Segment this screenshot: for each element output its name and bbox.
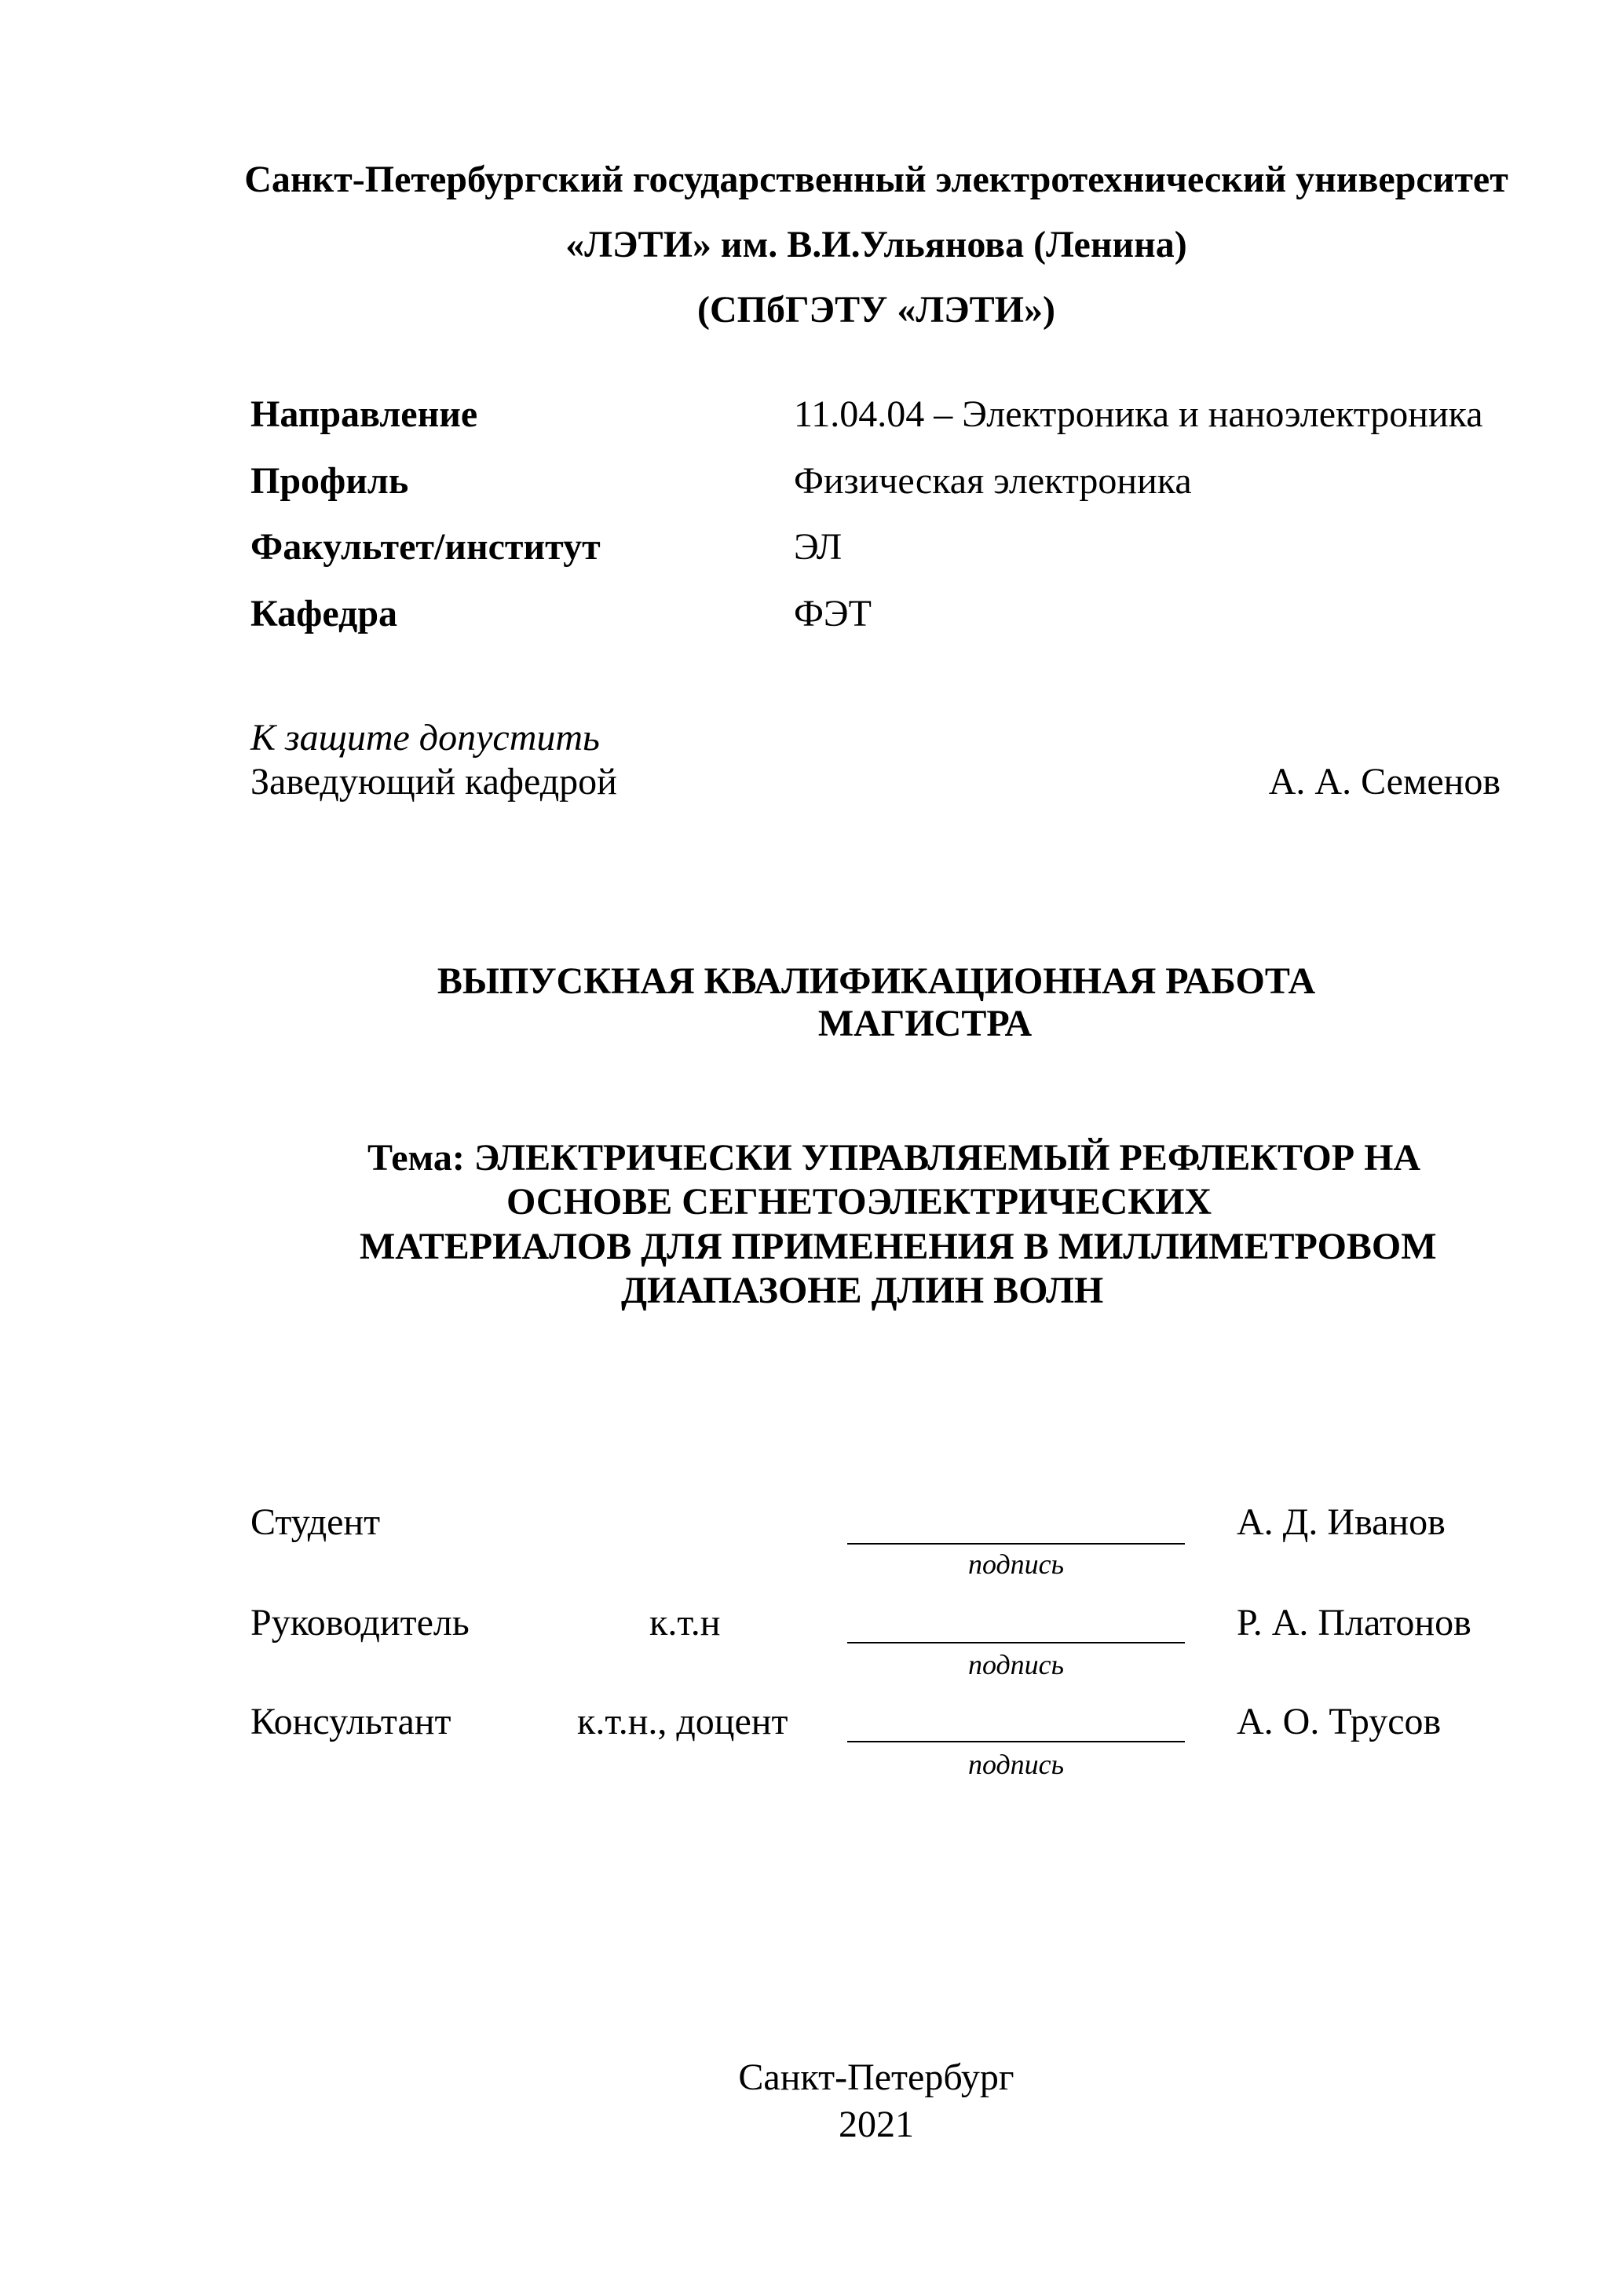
signature-caption: подпись [967,1548,1065,1580]
signature-name-student: А. Д. Иванов [1237,1501,1446,1543]
info-value-profile: Физическая электроника [794,460,1192,502]
university-abbreviation: (СПбГЭТУ «ЛЭТИ») [697,289,1055,331]
work-type-line1: ВЫПУСКНАЯ КВАЛИФИКАЦИОННАЯ РАБОТА [437,960,1316,1002]
topic-line3: МАТЕРИАЛОВ ДЛЯ ПРИМЕНЕНИЯ В МИЛЛИМЕТРОВОМ [360,1226,1437,1267]
signature-name-consultant: А. О. Трусов [1237,1701,1442,1742]
topic-line2: ОСНОВЕ СЕГНЕТОЭЛЕКТРИЧЕСКИХ [506,1181,1212,1223]
info-value-department: ФЭТ [794,593,872,634]
signature-name-supervisor: Р. А. Платонов [1237,1602,1471,1643]
approval-note: К защите допустить [250,717,600,759]
signature-caption: подпись [967,1649,1065,1680]
university-name: Санкт-Петербургский государственный электротехнический университет [244,159,1508,200]
info-label-direction: Направление [250,393,478,435]
footer-year: 2021 [839,2104,914,2145]
signature-degree-supervisor: к.т.н [649,1602,721,1643]
info-value-direction: 11.04.04 – Электроника и наноэлектроника [794,393,1483,435]
signature-line [847,1543,1185,1545]
university-name-line2: «ЛЭТИ» им. В.И.Ульянова (Ленина) [565,224,1187,265]
footer-city: Санкт-Петербург [738,2057,1014,2098]
signature-caption: подпись [967,1749,1065,1780]
topic-line4: ДИАПАЗОНЕ ДЛИН ВОЛН [621,1270,1104,1311]
approval-role: Заведующий кафедрой [250,761,617,803]
signature-role-student: Студент [250,1501,381,1543]
info-label-profile: Профиль [250,460,409,502]
signature-line [847,1642,1185,1643]
signature-degree-consultant: к.т.н., доцент [577,1701,788,1742]
info-label-faculty: Факультет/институт [250,526,601,568]
signature-role-supervisor: Руководитель [250,1602,470,1643]
work-type-line2: МАГИСТРА [817,1003,1033,1044]
signature-line [847,1741,1185,1742]
info-value-faculty: ЭЛ [794,526,843,568]
topic-line1: Тема: ЭЛЕКТРИЧЕСКИ УПРАВЛЯЕМЫЙ РЕФЛЕКТОР НА [367,1137,1421,1179]
signature-role-consultant: Консультант [250,1701,451,1742]
info-label-department: Кафедра [250,593,398,634]
approval-name: А. А. Семенов [1268,761,1501,803]
